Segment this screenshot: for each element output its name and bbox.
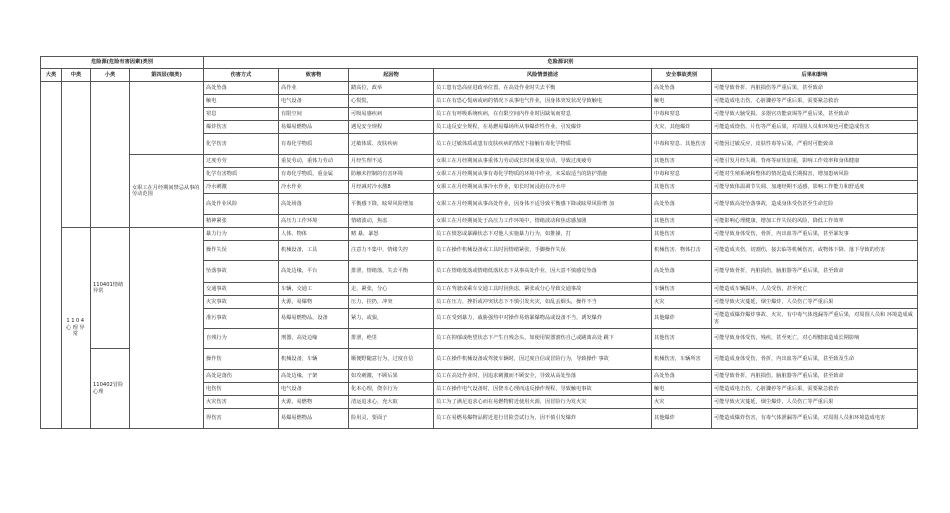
consequence-cell: 可能对生殖系统和整体的情况造成长期损害，增加患病风险 (712, 168, 918, 181)
injury-cell: 准污事故 (204, 309, 279, 329)
scenario-cell: 女职工在月经期间从事重体力劳动或长时间重复劳动，导致过度疲劳 (434, 155, 652, 168)
agent-cell: 火源，易燃物 (279, 396, 349, 409)
cause-cell: 压力，挂扔，冲突 (349, 296, 434, 309)
hazard-table (40, 56, 918, 429)
cause-cell: 顺便野随意行为，过度自信 (349, 349, 434, 370)
scenario-cell: 员工在过敏体质或患有皮肤疾病的情况下接触有毒化学物质 (434, 134, 652, 155)
consequence-cell: 可能造成烧伤、片伤等严重后果，对周围人员和环境也可能造成伤害 (712, 121, 918, 134)
scenario-cell: 女职工在月经期间处于高压力工作环境中，情绪波动和焦虑感加剧 (434, 215, 652, 228)
scenario-cell: 女职工在月经期间从事有毒化学物质的环境中作业，未采取适当的防护措施 (434, 168, 652, 181)
injury-cell: 触电 (204, 95, 279, 108)
agent-cell: 电气设备 (279, 383, 349, 396)
agent-cell: 人体、物体 (279, 228, 349, 241)
consequence-cell: 可能导致火灾蔓延，烟尘爆炸，人员伤亡等严重后果 (712, 396, 918, 409)
cause-cell: 遇见安全规程 (349, 121, 434, 134)
accident-cell: 其他爆炸 (652, 409, 712, 429)
col-header: 中类 (62, 69, 91, 82)
injury-cell: 化学伤害 (204, 134, 279, 155)
cause-cell: 险用灵，要面子 (349, 409, 434, 429)
injury-cell: 交通事故 (204, 283, 279, 296)
injury-cell: 爆炸伤害 (204, 121, 279, 134)
accident-cell: 中毒和窒息 (652, 108, 712, 121)
injury-cell: 自残行为 (204, 329, 279, 349)
agent-cell: 有毒化学物质，重金属 (279, 168, 349, 181)
injury-cell: 化学有害物质 (204, 168, 279, 181)
cause-cell: 过敏体质、皮肤疾病 (349, 134, 434, 155)
col-header: 小类 (91, 69, 130, 82)
accident-cell: 高处坠落 (652, 370, 712, 383)
scenario-cell: 员工患有恐高症进政举位置，在高处作业时失去平衡 (434, 82, 652, 95)
scenario-cell: 员工在操作机械设备或驾驶车辆时，因过度自信或冒险行为，导致操作 事故 (434, 349, 652, 370)
table-row (41, 155, 918, 168)
agent-cell: 火源，易爆物 (279, 296, 349, 309)
cause-cell: 注意力不集中，情绪失控 (349, 241, 434, 261)
accident-cell: 火灾、其他爆炸 (652, 121, 712, 134)
accident-cell: 车辆伤害 (652, 283, 712, 296)
agent-cell: 刑器，高处边缘 (279, 329, 349, 349)
consequence-cell: 可能导致骨折、内脏损伤等严重后果，甚至致命 (712, 82, 918, 95)
col-header: 安全事故类别 (652, 69, 712, 82)
scenario-cell: 员工在压力，挫折或冲突状态下不慎引发火灾，如乱丢烟头，操作不当 (434, 296, 652, 309)
agent-cell: 车辆，交通工 (279, 283, 349, 296)
agent-cell: 易爆易燃物品 (279, 409, 349, 429)
scenario-cell: 员工在操作机械设备或工具时因情绪紧张，手脚操作失误 (434, 241, 652, 261)
agent-cell: 易爆易燃物品 (279, 121, 349, 134)
accident-cell: 其他伤害 (652, 155, 712, 168)
col-header: 起因物 (349, 69, 434, 82)
injury-cell: 高处作业风险 (204, 194, 279, 215)
accident-cell: 机械伤害、物体打击 (652, 241, 712, 261)
table-row (41, 82, 918, 95)
injury-cell: 火灾事故 (204, 296, 279, 309)
injury-cell: 火灾伤害 (204, 396, 279, 409)
fourth-class-cell (130, 228, 204, 429)
injury-cell: 精神紧张 (204, 215, 279, 228)
consequence-cell: 可能因过敏反应，皮肤性毒等后果，严重时可能致命 (712, 134, 918, 155)
fourth-class-cell: 女职工在月经期间禁忌从事的劳动范围 (130, 155, 204, 228)
major-class-cell (41, 82, 62, 429)
col-header: 致害物 (279, 69, 349, 82)
consequence-cell: 可能导致身体受伤，残疾，甚至死亡，对心理健康造成长期影响 (712, 329, 918, 349)
scenario-cell: 员工在愤怒或暴躁状态下对他人实施暴力行为，如推搡，打 (434, 228, 652, 241)
accident-cell: 高处坠落 (652, 261, 712, 283)
agent-cell: 电气设备 (279, 95, 349, 108)
middle-class-cell: 1104心理异常 (62, 228, 91, 429)
accident-cell: 其他伤害 (652, 215, 712, 228)
accident-cell: 高处坠落 (652, 194, 712, 215)
injury-cell: 过度劳劳 (204, 155, 279, 168)
fourth-class-cell (130, 82, 204, 155)
injury-cell: 冷水刺激 (204, 181, 279, 194)
col-header: 第四层(细类) (130, 69, 204, 82)
consequence-cell: 可能导致体温调节失调、加速经期不适感，影响工作能力和舒适度 (712, 181, 918, 194)
small-class-cell: 110402冒险心理 (91, 349, 130, 429)
consequence-cell: 可能导致骨折，内脏损伤，脑脏器等严重后果，甚至致命 (712, 261, 918, 283)
injury-cell: 电伤伤 (204, 383, 279, 396)
injury-cell: 窒息 (204, 108, 279, 121)
small-class-cell: 110401情绪异常 (91, 228, 130, 349)
agent-cell: 高压力工作环境 (279, 215, 349, 228)
cause-cell: 可吸易感疾病 (349, 108, 434, 121)
accident-cell: 其他爆炸 (652, 309, 712, 329)
cause-cell: 心慌慌， (349, 95, 434, 108)
consequence-cell: 可能造成爆炸爆炸事故、火灾、有中毒气体逸漏等严重后果，对周围人员和 环境造成威害 (712, 309, 918, 329)
consequence-cell: 可能导致身体受伤，骨折，内出血等严重后果，甚至暴发事 (712, 228, 918, 241)
cause-cell: 排泄，情绪落，失去平衡 (349, 261, 434, 283)
agent-cell: 机械设备，工具 (279, 241, 349, 261)
cause-cell: 踏高位，政举 (349, 82, 434, 95)
consequence-cell: 可能导致火灾蔓延，烟尘爆炸，人员伤亡等严重后果 (712, 296, 918, 309)
scenario-cell: 员工违反安全规程，在易燃易爆场所从事爆炸性作业，引发爆炸 (434, 121, 652, 134)
consequence-cell: 可能影响心理健康，增加工作失误的风险，降低工作效率 (712, 215, 918, 228)
consequence-cell: 可能导致大脑受损、多器官功能衰竭等严重后果，甚至致命 (712, 108, 918, 121)
col-header: 伤害方式 (204, 69, 279, 82)
consequence-cell: 可能导致高处坠落事故，造成身体受伤甚至生命危险 (712, 194, 918, 215)
accident-cell: 中毒和窒息、其他伤害 (652, 134, 712, 155)
accident-cell: 其他伤害 (652, 329, 712, 349)
cause-cell: 排泄，绝里 (349, 329, 434, 349)
scenario-cell: 员工在有恐心慌病或病的情况下从事电气作业，因身体突发状况导致触电 (434, 95, 652, 108)
scenario-cell: 员工在有呼吸系统疾病，在有限空间内作业时因缺氧而窒息 (434, 108, 652, 121)
consequence-cell: 可能造成电击伤，心脏骤停等严重后果，需要紧急救治 (712, 95, 918, 108)
scenario-cell: 员工在驾驶或乘车交通工具时因焦虑，紧张或分心导致交通事故 (434, 283, 652, 296)
agent-cell: 高处场落 (279, 194, 349, 215)
agent-cell: 易爆易燃物品，设备 (279, 309, 349, 329)
accident-cell: 其他伤害 (652, 181, 712, 194)
scenario-cell: 女职工在月经期间从事高处作业，因身体不适导致平衡感下降或眩晕风险增 加 (434, 194, 652, 215)
consequence-cell: 可能造成夹伤，切割伤，接去临等机械伤害，或物体下降、落下导致的伤害 (712, 241, 918, 261)
scenario-cell: 员工在受到暴力，戚胁强热中对操作易熔暴爆物品或设备不当，诱发爆炸 (434, 309, 652, 329)
accident-cell: 火灾 (652, 296, 712, 309)
accident-cell: 火灾 (652, 396, 712, 409)
small-class-cell (91, 82, 130, 228)
scenario-cell: 员工在高处作业时，因追求刺激而不顾安全，导致从高处坠落 (434, 370, 652, 383)
table-row (41, 228, 918, 241)
injury-cell: 得伤害 (204, 409, 279, 429)
consequence-cell: 可能造成电击伤，心脏骤停等严重后果，需要紧急救治 (712, 383, 918, 396)
consequence-cell: 可能导致骨折，内脏损伤，脑脏器等严重后果，甚至致命 (712, 370, 918, 383)
accident-cell: 高处坠落 (652, 82, 712, 95)
cause-cell: 月经减对冷水激8 (349, 181, 434, 194)
consequence-cell: 可能造成爆炸伤害，有毒气体泄漏等严重后果，对周围人员和环境造成电害 (712, 409, 918, 429)
accident-cell: 其他伤害 (652, 228, 712, 241)
header-source-group: 危险源(危险有害因素)类别 (41, 57, 204, 69)
cause-cell: 赌 暴，暴怒 (349, 228, 434, 241)
scenario-cell: 员工在操作电气设备时，因侥幸心理而违反操作规程，导致触电事故 (434, 383, 652, 396)
middle-class-cell (62, 82, 91, 228)
accident-cell: 机械伤害，车辆所害 (652, 349, 712, 370)
cause-cell: 如攻刺激，不顾后果 (349, 370, 434, 383)
consequence-cell: 可能造成车辆损坏，人员受伤，甚至死亡 (712, 283, 918, 296)
col-header: 大类 (41, 69, 62, 82)
col-header: 风险情景描述 (434, 69, 652, 82)
injury-cell: 高处是落伤 (204, 370, 279, 383)
scenario-cell: 员工在易燃易爆物品附近进行冒险尝试行为，因不慎引发爆炸 (434, 409, 652, 429)
agent-cell: 机械设备，车辆 (279, 349, 349, 370)
injury-cell: 坠落事故 (204, 261, 279, 283)
scenario-cell: 员工在情绪低落或情绪低落状态下从事高处作业，因大意不慎感觉坠落 (434, 261, 652, 283)
agent-cell: 有毒化学物质 (279, 134, 349, 155)
injury-cell: 高处坠落 (204, 82, 279, 95)
agent-cell: 有限空间 (279, 108, 349, 121)
consequence-cell: 可能引发月经失调、背疼等症状加重，影响工作效率和身体健康 (712, 155, 918, 168)
agent-cell: 重复劳动，重体力劳动 (279, 155, 349, 168)
cause-cell: 防触未控制的有害环境 (349, 168, 434, 181)
cause-cell: 情绪波动，焦虑 (349, 215, 434, 228)
cause-cell: 平衡感下降，眩晕风险增加 (349, 194, 434, 215)
agent-cell: 高作业 (279, 82, 349, 95)
injury-cell: 操作失误 (204, 241, 279, 261)
accident-cell: 触电 (652, 383, 712, 396)
agent-cell: 高处边缘，子架 (279, 370, 349, 383)
injury-cell: 暴力行为 (204, 228, 279, 241)
accident-cell: 触电 (652, 95, 712, 108)
scenario-cell: 员工在抑郁或绝望状态下产生自残念头，如使用锐器割伤自己或跳离高处 跳下 (434, 329, 652, 349)
cause-cell: 走，紧张，分心 (349, 283, 434, 296)
agent-cell: 冷水作业 (279, 181, 349, 194)
accident-cell: 中毒和窒息 (652, 168, 712, 181)
scenario-cell: 员工为了满足追求心而在易燃物附近使用火源，因冒险行为发火灾 (434, 396, 652, 409)
cause-cell: 化本心理，侥幸行为 (349, 383, 434, 396)
cause-cell: 清运追求心，充大取 (349, 396, 434, 409)
agent-cell: 高处边缘，平台 (279, 261, 349, 283)
cause-cell: 紧力，或狼， (349, 309, 434, 329)
col-header: 后果和影响 (712, 69, 918, 82)
scenario-cell: 女职工在月经期间从事冷水作业，如长时间浸泡在冷水中 (434, 181, 652, 194)
cause-cell: 月经生理不适 (349, 155, 434, 168)
header-identify-group: 危险源识别 (204, 57, 918, 69)
injury-cell: 操作伤 (204, 349, 279, 370)
consequence-cell: 可能造成身体受伤，骨折，内出血等严重后果，甚至致及生命 (712, 349, 918, 370)
